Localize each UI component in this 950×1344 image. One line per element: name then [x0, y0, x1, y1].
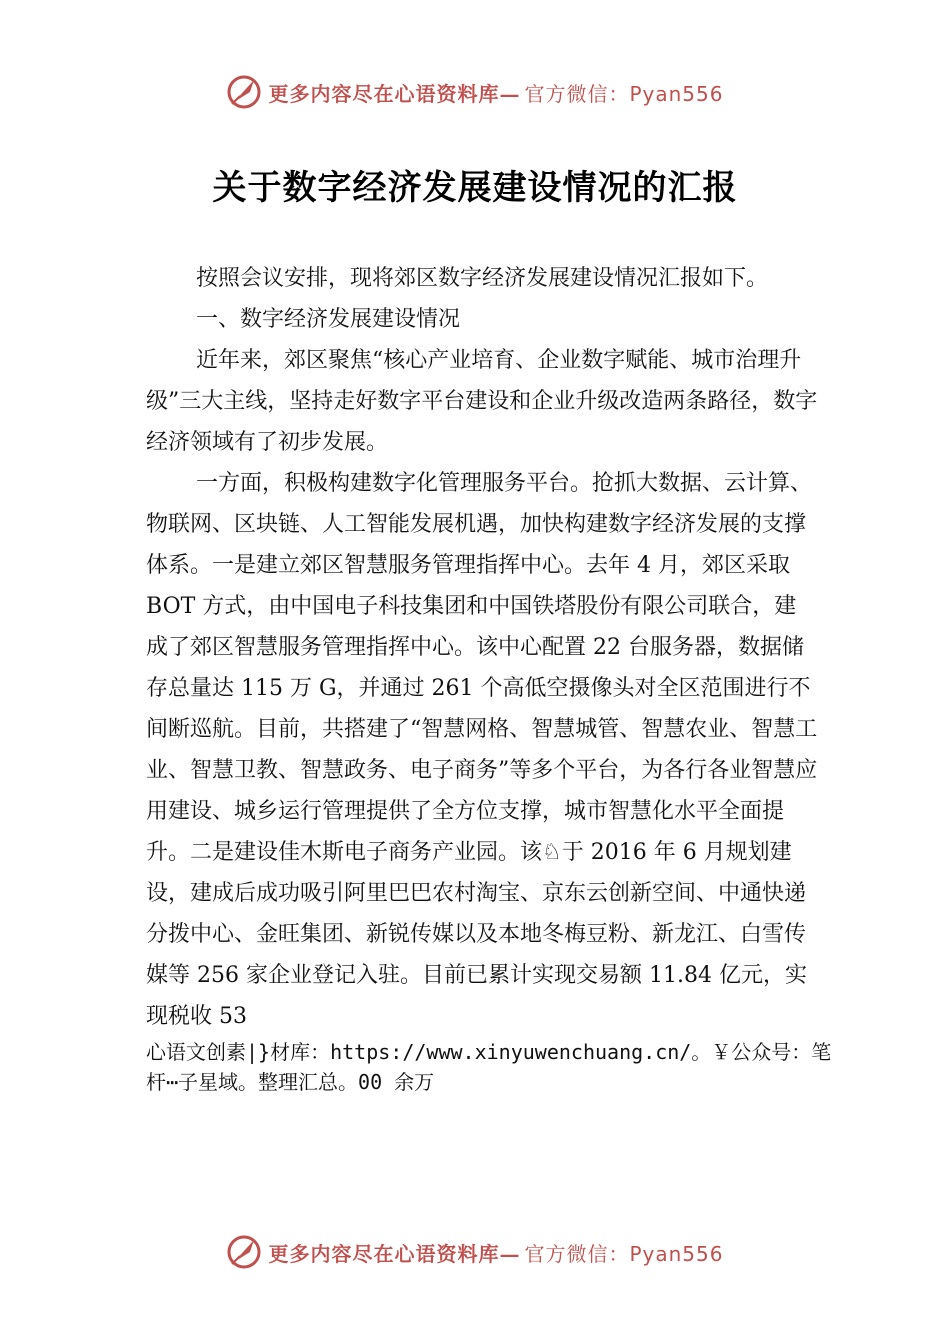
- header-watermark-banner: [0, 72, 950, 112]
- quill-logo-icon: [226, 74, 262, 110]
- document-body: [146, 258, 832, 1097]
- banner-text: 更多内容尽在心语资料库—: [268, 1241, 521, 1266]
- paragraph-1: 近年来，郊区聚焦“核心产业培育、企业数字赋能、城市治理升级”三大主线，坚持走好数字平台建设和企业升级改造两条路径，数字经济领域有了初步发展。: [146, 348, 818, 455]
- footer-watermark-banner: [0, 1232, 950, 1272]
- ocr-noise-text: 心语文创素|}材库：https://www.xinyuwenchuang.cn/。￥公众号：笔杆⋯子星域。整理汇总。00 余万: [146, 1040, 832, 1094]
- intro-paragraph: 按照会议安排，现将郊区数字经济发展建设情况汇报如下。: [196, 266, 769, 291]
- page-title: 关于数字经济发展建设情况的汇报: [212, 168, 738, 208]
- banner-wechat: 官方微信：Pyan556: [524, 1241, 724, 1266]
- banner-text: 更多内容尽在心语资料库—: [268, 81, 521, 106]
- banner-wechat: 官方微信：Pyan556: [524, 81, 724, 106]
- section-heading: 一、数字经济发展建设情况: [196, 307, 461, 332]
- paragraph-2: 一方面，积极构建数字化管理服务平台。抢抓大数据、云计算、物联网、区块链、人工智能发展机遇，加快构建数字经济发展的支撑体系。一是建立郊区智慧服务管理指挥中心。去年 4 月，郊区采取 BOT 方式，由中国电子科技集团和中国铁塔股份有限公司联合，建成了郊区智慧服务管理指挥中心。该中心配置 22 台服务器，数据储存总量达 115 万 G，并通过 261 个高低空摄像头对全区范围进行不间断巡航。目前，共搭建了“智慧网格、智慧城管、智慧农业、智慧工业、智慧卫教、智慧政务、电子商务”等多个平台，为各行各业智慧应用建设、城乡运行管理提供了全方位支撑，城市智慧化水平全面提升。二是建设佳木斯电子商务产业园。该♘于 2016 年 6 月规划建设，建成后成功吸引阿里巴巴农村淘宝、京东云创新空间、中通快递分拨中心、金旺集团、新锐传媒以及本地冬梅豆粉、新龙江、白雪传媒等 256 家企业登记入驻。目前已累计实现交易额 11.84 亿元，实现税收 53: [146, 471, 818, 1029]
- quill-logo-icon: [226, 1234, 262, 1270]
